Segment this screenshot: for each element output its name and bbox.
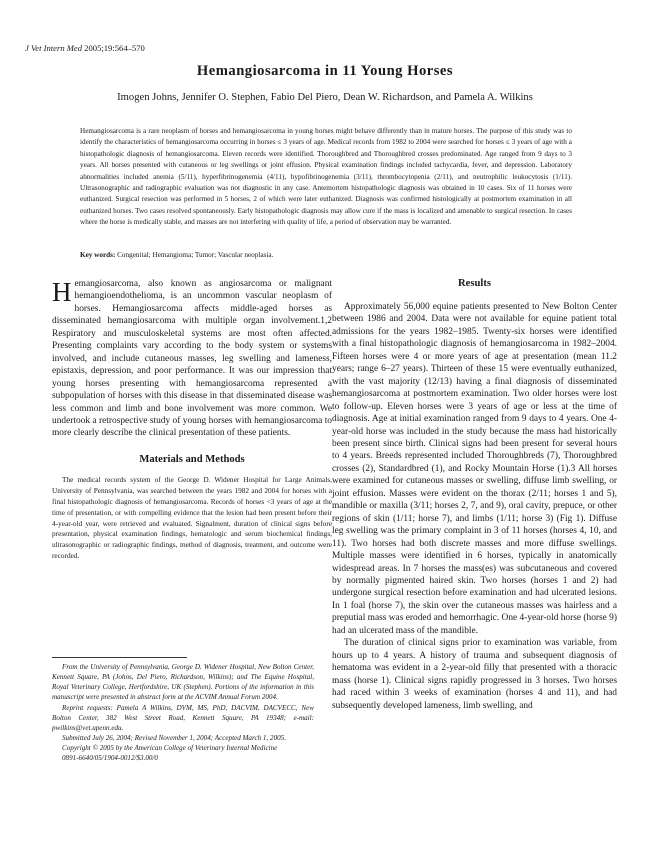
results-heading: Results [458,278,491,289]
journal-name: J Vet Intern Med [25,43,83,53]
abstract: Hemangiosarcoma is a rare neoplasm of horses and hemangiosarcoma in young horses might behave differently than in mature horses. The purpose of this study was to identify the characteristics of hemangiosarcoma occurring in horses ≤ 3 years of age. Medical records from 1982 to 2004 were searched for horses ≤ 3 years of age with a histopathologic diagnosis of hemangiosarcoma. Eleven records were identified. Thoroughbred and Thoroughbred crosses predominated. Age ranged from 9 days to 3 years. All horses presented with cutaneous or leg swellings or joint effusion. Physical examination findings included tachycardia, fever, and depression. Laboratory abnormalities included anemia (5/11), hyperfibrinogenemia (4/11), hypofibrinogenemia (3/11), thrombocytopenia (2/11), and neutrophilic leukocytosis (1/11). Ultrasonographic and radiographic evaluation was not diagnostic in any case. Antemortem histopathologic diagnosis was obtained in 10 cases. Six of 11 horses were euthanized. Surgical resection was performed in 5 horses, 2 of which were later euthanized. Diagnosis was confirmed histologically at postmortem examination in all euthanized horses. Two cases resolved spontaneously. Early histopathologic diagnosis may allow cure if the mass is localized and amenable to surgical resection. In cases where the horse is medically stable, and masses are not interfering with quality of life, a period of observation may be warranted. [80,127,572,227]
results-paragraph: Approximately 56,000 equine patients presented to New Bolton Center between 1986 and 2004. Data were not available for equine patient total admissions for the years 1982–1985. Twenty-six horses were identified with a final histopathologic diagnosis of hemangiosarcoma in 1982–2004. Fifteen horses were 4 or more years of age at presentation (mean 11.2 years; range 6–27 years). Thirteen of these 15 were eventually euthanized, with the vast majority (12/13) having a final diagnosis of disseminated hemangiosarcoma at postmortem examination. Two older horses were lost to follow-up. Eleven horses were 3 years of age or less at the time of diagnosis. Age at initial examination ranged from 9 days to 4 years. One 4-year-old horse was included in the study because the mass had historically been present since birth. Clinical signs had been present for several hours to 4 years. Breeds represented included Thoroughbreds (7), Thoroughbred crosses (2), Standardbred (1), and Rocky Mountain Horse (1).3 All horses were examined for cutaneous masses or swelling, diffuse limb swelling, or joint effusion. Masses were evident on the thorax (2/11; horses 1 and 5), mandible or maxilla (3/11; horses 2, 7, and 9), oral cavity, prepuce, or other regions of skin (1/11; horse 7), and limbs (1/11; horse 3) (Fig 1). Diffuse leg swelling was the primary complaint in 3 of 11 horses (horses 4, 10, and 11). Two horses had both discrete masses and more diffuse swellings. Multiple masses were identified in 6 horses, typically in anatomically widespread areas. In 7 horses the mass(es) was subcutaneous and covered by normally pigmented haired skin. Two horses (horses 1 and 2) had undergone surgical resection before examination and had ulcerated lesions. In 1 foal (horse 7), the skin over the cutaneous masses was hairless and a preputial mass was eroded and hemorrhagic. One 4-year-old horse (horse 9) had an ulcerated mass of the mandible. [332,302,617,636]
journal-citation [25,43,145,53]
footnote-rule [52,657,187,658]
introduction-text: emangiosarcoma, also known as angiosarcoma or malignant hemangioendothelioma, is an uncommon vascular neoplasm of horses. Hemangiosarcoma affects middle-aged horses as disseminated hemangiosarcoma with multiple organ involvement.1,2 Respiratory and musculoskeletal systems are most often affected. Presenting complaints vary according to the body system or systems involved, and include cutaneous masses, leg swelling and lameness, epistaxis, depression, and poor performance. It was our impression that young horses presenting with hemangiosarcoma represented a subpopulation of horses with this disease in that disseminated disease was less common and limb and bone involvement was more common. We undertook a retrospective study of young horses with hemangiosarcoma to more clearly describe the clinical presentation of these patients. [52,279,332,439]
methods-text: The medical records system of the George D. Widener Hospital for Large Animals, University of Pennsylvania, was searched between the years 1982 and 2004 for horses with a final histopathologic diagnosis of hemangiosarcoma. Records of horses <3 years of age at the time of presentation, or with compelling evidence that the lesion had been present before their 4-year-old year, were retrieved and evaluated. Signalment, duration of clinical signs before presentation, physical examination findings, hematologic and serum biochemical findings, ultrasonographic or radiographic findings, method of diagnosis, treatment, and outcome were recorded. [52,474,332,561]
drop-cap: H [52,277,72,307]
left-column [52,278,332,562]
article-code: 0891-6640/05/1904-0012/$3.00/0 [62,753,158,762]
copyright-note: Copyright © 2005 by the American College of Veterinary Internal Medicine [62,743,278,752]
author-list: Imogen Johns, Jennifer O. Stephen, Fabio Del Piero, Dean W. Richardson, and Pamela A. Wilkins [117,92,533,103]
affiliation-note: From the University of Pennsylvania, George D. Widener Hospital, New Bolton Center, Kennett Square, PA (Johns, Del Piero, Richardson, Wilkins); and The Equine Hospital, Royal Veterinary College, Hertfordshire, UK (Stephen). Portions of the information in this manuscript were presented in abstract form at the ACVIM Annual Forum 2004. [52,663,314,701]
methods-heading: Materials and Methods [139,453,245,465]
journal-details: 2005;19:564–570 [82,43,145,53]
reprint-note: Reprint requests: Pamela A Wilkins, DVM, MS, PhD, DACVIM, DACVECC, New Bolton Center, 382 West Street Road, Kennett Square, PA 19348; e-mail: pwilkins@vet.upenn.edu. [52,704,314,733]
results-paragraph: The duration of clinical signs prior to examination was variable, from hours up to 4 years. A history of trauma and subsequent diagnosis of hematoma was evident in a 2-year-old filly that presented with a thoracic mass (horse 1). Clinical signs rapidly progressed in 3 horses. Two horses had raced within 3 weeks of examination (horses 4 and 11), and had subsequently developed lameness, limb swelling, and [332,638,617,711]
introduction [52,278,332,440]
keywords-label: Key words: [80,251,116,259]
submission-dates: Submitted July 26, 2004; Revised November 1, 2004; Accepted March 1, 2005. [62,733,286,742]
article-title: Hemangiosarcoma in 11 Young Horses [196,63,454,79]
right-column [332,278,617,712]
keywords-text: Congenital; Hemangioma; Tumor; Vascular neoplasia. [115,251,274,259]
keywords [80,251,572,259]
footnotes [52,663,314,763]
